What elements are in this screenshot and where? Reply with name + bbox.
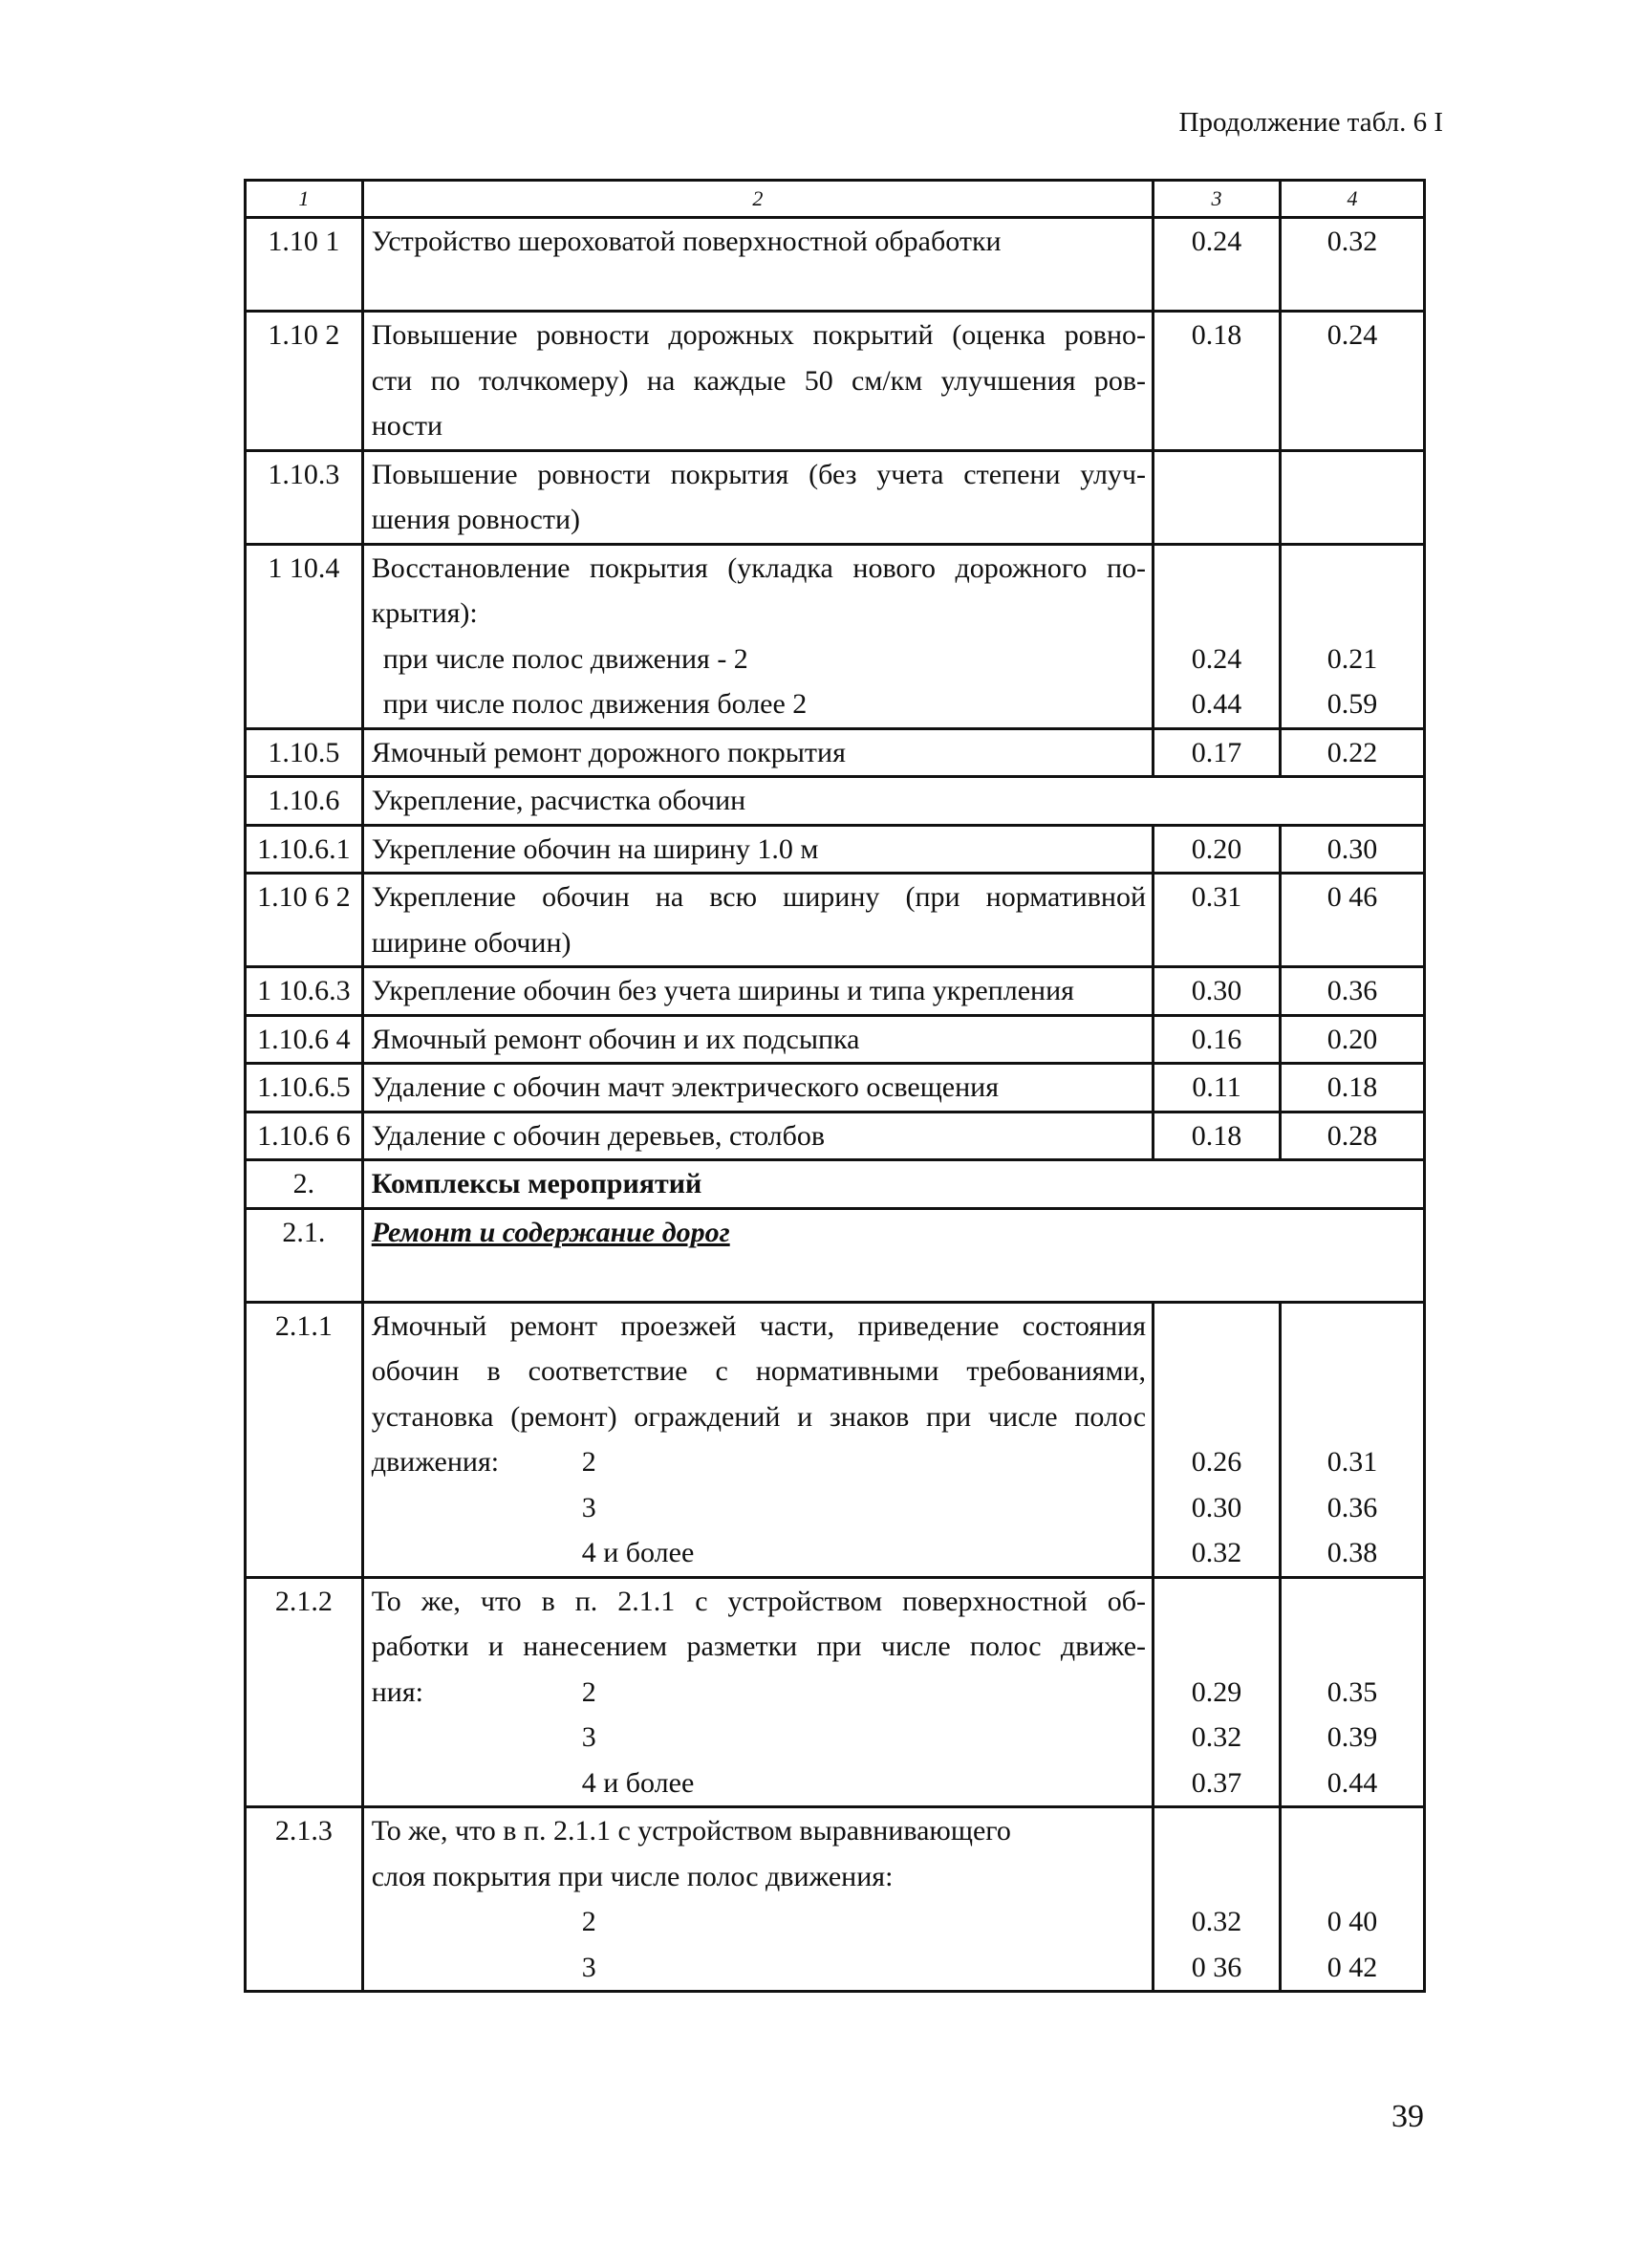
value-col3 (1154, 450, 1281, 544)
table-continuation-caption: Продолжение табл. 6 I (1178, 107, 1443, 138)
table-row (246, 777, 1425, 826)
row-code: 1.10 6 2 (246, 874, 363, 967)
value-col4: 0.36 (1281, 967, 1425, 1016)
value-col3: 0.24 (1154, 218, 1281, 312)
page-number: 39 (1391, 2099, 1424, 2134)
table-row (246, 1160, 1425, 1209)
row-code: 2.1. (246, 1208, 363, 1302)
row-code: 1 10.4 (246, 544, 363, 728)
row-code: 1 10.6.3 (246, 967, 363, 1016)
table-row (246, 728, 1425, 777)
value-col4: 0.32 (1281, 218, 1425, 312)
row-description: Укрепление обочин на всю ширину (при нормативной ширине обочин) (362, 874, 1153, 967)
data-table (244, 179, 1426, 1993)
column-header: 1 (246, 181, 363, 218)
row-code: 2.1.2 (246, 1577, 363, 1807)
row-code: 1.10 1 (246, 218, 363, 312)
value-col3: 0.18 (1154, 312, 1281, 451)
value-col4: 0.20 (1281, 1015, 1425, 1064)
column-header: 3 (1154, 181, 1281, 218)
row-description: Повышение ровности покрытия (без учета степени улуч- шения ровности) (362, 450, 1153, 544)
row-description: Укрепление обочин без учета ширины и типа укрепления (362, 967, 1153, 1016)
row-description: Восстановление покрытия (укладка нового дорожного по- крытия): при числе полос движения - 2 при числе полос движения более 2 (362, 544, 1153, 728)
row-code: 1.10.6 6 (246, 1112, 363, 1160)
table-row (246, 1302, 1425, 1577)
value-col3: 0.11 (1154, 1064, 1281, 1112)
value-col3: 0.17 (1154, 728, 1281, 777)
table-row (246, 1112, 1425, 1160)
row-code: 2.1.3 (246, 1807, 363, 1992)
row-description: Укрепление, расчистка обочин (362, 777, 1424, 826)
value-col3: 0.16 (1154, 1015, 1281, 1064)
row-description: Укрепление обочин на ширину 1.0 м (362, 825, 1153, 874)
row-description: Устройство шероховатой поверхностной обработки (362, 218, 1153, 312)
row-description: Ямочный ремонт проезжей части, приведение состояния обочин в соответствие с нормативными требованиями, установка (ремонт) ограждений и знаков при числе полос движения: 2 3 4 и более (362, 1302, 1153, 1577)
value-col3: 0.30 (1154, 967, 1281, 1016)
value-col4: 0.35 0.39 0.44 (1281, 1577, 1425, 1807)
row-code: 1.10.6 (246, 777, 363, 826)
value-col4: 0.31 0.36 0.38 (1281, 1302, 1425, 1577)
value-col4: 0.30 (1281, 825, 1425, 874)
row-description: Удаление с обочин деревьев, столбов (362, 1112, 1153, 1160)
table-row (246, 1015, 1425, 1064)
row-code: 1.10.6.1 (246, 825, 363, 874)
table-row (246, 874, 1425, 967)
value-col4: 0 46 (1281, 874, 1425, 967)
table-row (246, 218, 1425, 312)
row-description: То же, что в п. 2.1.1 с устройством поверхностной об- работки и нанесением разметки при числе полос движе- ния: 2 3 4 и более (362, 1577, 1153, 1807)
column-header: 2 (362, 181, 1153, 218)
row-code: 2. (246, 1160, 363, 1209)
row-description: Удаление с обочин мачт электрического освещения (362, 1064, 1153, 1112)
row-code: 2.1.1 (246, 1302, 363, 1577)
value-col4: 0.24 (1281, 312, 1425, 451)
value-col3: 0.18 (1154, 1112, 1281, 1160)
row-code: 1.10 2 (246, 312, 363, 451)
table-row (246, 825, 1425, 874)
value-col4: 0.28 (1281, 1112, 1425, 1160)
column-header: 4 (1281, 181, 1425, 218)
table-row (246, 1064, 1425, 1112)
row-description: Ямочный ремонт дорожного покрытия (362, 728, 1153, 777)
value-col4: 0.22 (1281, 728, 1425, 777)
value-col4 (1281, 450, 1425, 544)
table-row (246, 1577, 1425, 1807)
value-col3: 0.32 0 36 (1154, 1807, 1281, 1992)
value-col3: 0.29 0.32 0.37 (1154, 1577, 1281, 1807)
value-col3: 0.26 0.30 0.32 (1154, 1302, 1281, 1577)
value-col4: 0.21 0.59 (1281, 544, 1425, 728)
row-code: 1.10.3 (246, 450, 363, 544)
row-description: Повышение ровности дорожных покрытий (оценка ровно- сти по толчкомеру) на каждые 50 см/км улучшения ров- ности (362, 312, 1153, 451)
table-row (246, 1807, 1425, 1992)
table-row (246, 1208, 1425, 1302)
subsection-heading: Ремонт и содержание дорог (362, 1208, 1424, 1302)
row-code: 1.10.6.5 (246, 1064, 363, 1112)
value-col3: 0.31 (1154, 874, 1281, 967)
table-row (246, 312, 1425, 451)
row-code: 1.10.6 4 (246, 1015, 363, 1064)
table-header-row (246, 181, 1425, 218)
table-row (246, 544, 1425, 728)
row-code: 1.10.5 (246, 728, 363, 777)
value-col3: 0.24 0.44 (1154, 544, 1281, 728)
value-col4: 0 40 0 42 (1281, 1807, 1425, 1992)
value-col4: 0.18 (1281, 1064, 1425, 1112)
row-description: То же, что в п. 2.1.1 с устройством выравнивающего слоя покрытия при числе полос движения: 2 3 (362, 1807, 1153, 1992)
row-description: Ямочный ремонт обочин и их подсыпка (362, 1015, 1153, 1064)
section-heading: Комплексы мероприятий (362, 1160, 1424, 1209)
table-row (246, 450, 1425, 544)
table-row (246, 967, 1425, 1016)
value-col3: 0.20 (1154, 825, 1281, 874)
